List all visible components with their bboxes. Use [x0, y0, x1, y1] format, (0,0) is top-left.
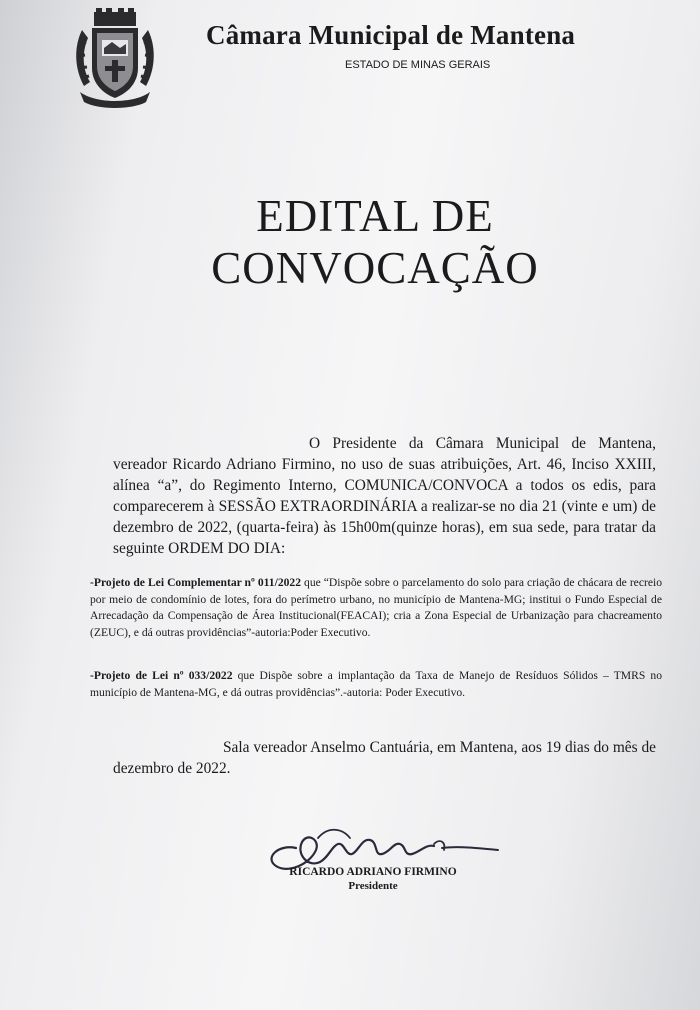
agenda-item-2-text: que Dispõe sobre a implantação da Taxa de Manejo de Resíduos Sólidos – TMRS no município de Mantena-MG, e dá outras providências”.-autoria: Poder Executivo. [90, 669, 662, 699]
signatory-name: RICARDO ADRIANO FIRMINO [289, 866, 457, 878]
agenda-item-2-heading: -Projeto de Lei nº 033/2022 [90, 669, 233, 682]
convocation-text: O Presidente da Câmara Municipal de Mantena, vereador Ricardo Adriano Firmino, no uso de suas atribuições, Art. 46, Inciso XXIII, alínea “a”, do Regimento Interno, COMUNICA/CONVOCA a todos os edis, para comparecerem à SESSÃO EXTRAORDINÁRIA a realizar-se no dia 21 (vinte e um) de dezembro de 2022, (quarta-feira) às 15h00m(quinze horas), em sua sede, para tratar da seguinte ORDEM DO DIA: [113, 435, 656, 557]
agenda-item-2 [90, 668, 662, 701]
agenda-item-1-heading: -Projeto de Lei Complementar nº 011/2022 [90, 576, 302, 589]
coat-of-arms-icon [72, 8, 158, 110]
closing-text: Sala vereador Anselmo Cantuária, em Mantena, aos 19 dias do mês de dezembro de 2022. [113, 739, 656, 777]
document-title-line-2: CONVOCAÇÃO [211, 243, 539, 293]
closing-paragraph [113, 737, 656, 779]
agenda-item-1-text: que “Dispõe sobre o parcelamento do solo para criação de chácara de recreio por meio de condomínio de lotes, fora do perímetro urbano, no município de Mantena-MG; institui o Fundo Especial de Arrecadação da Compensação de Área Institucional(FEACAI); cria a Zona Especial de Urbanização para chacreamento (ZEUC), e dá outras providências”-autoria:Poder Executivo. [90, 576, 663, 639]
document-title [0, 190, 700, 294]
convocation-paragraph [113, 433, 656, 559]
agenda-item-1 [90, 575, 662, 641]
signatory-role: Presidente [348, 880, 398, 892]
state-name: ESTADO DE MINAS GERAIS [345, 59, 491, 71]
institution-name: Câmara Municipal de Mantena [206, 20, 576, 50]
document-title-line-1: EDITAL DE [256, 191, 494, 241]
